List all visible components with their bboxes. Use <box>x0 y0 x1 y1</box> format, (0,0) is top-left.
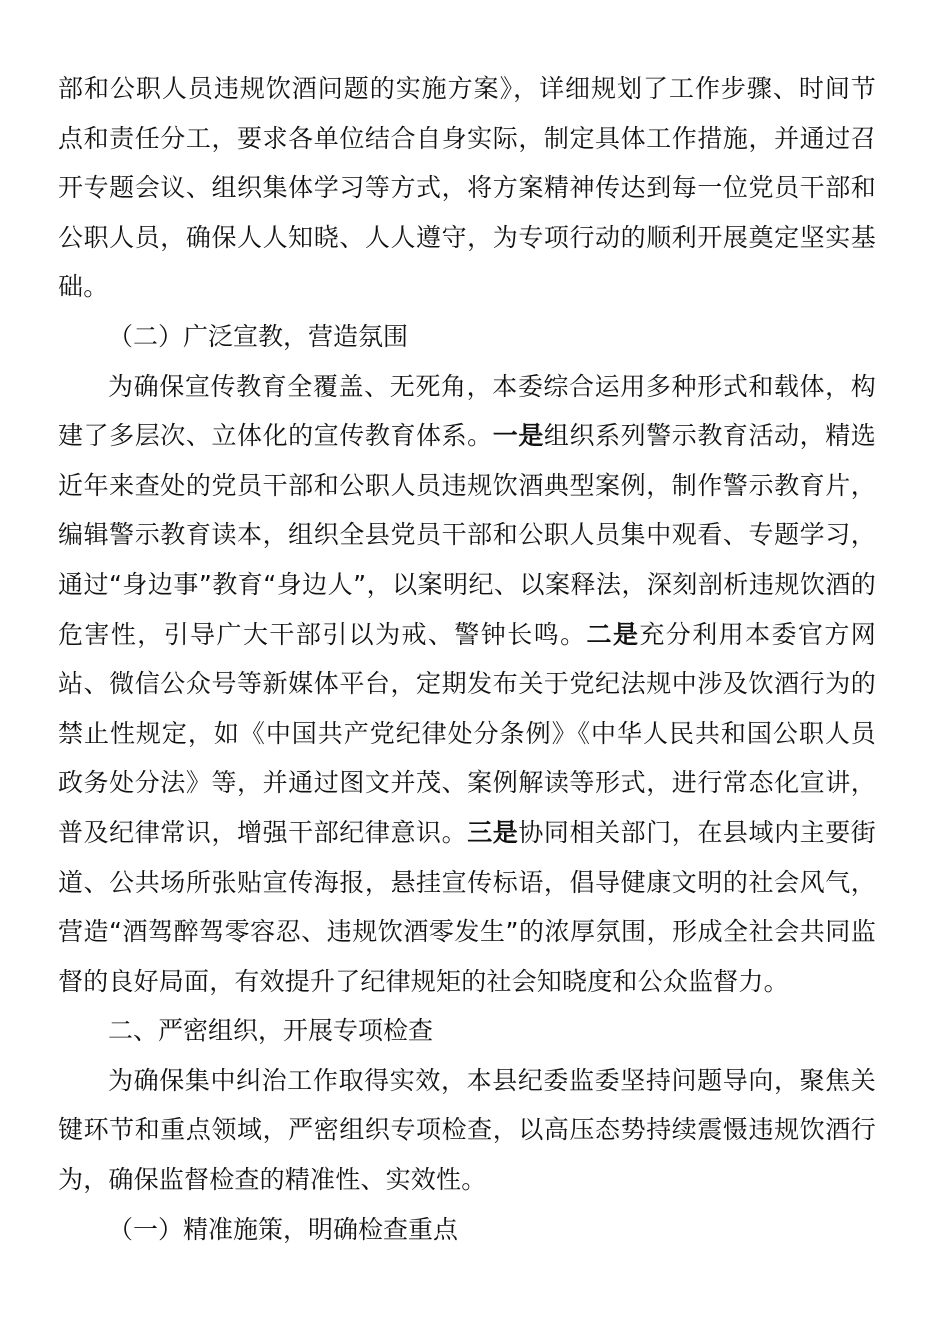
point-one-label: 一是 <box>492 421 544 451</box>
paragraph-inspection: 为确保集中纠治工作取得实效，本县纪委监委坚持问题导向，聚焦关键环节和重点领域，严密组织专项检查，以高压态势持续震慑违规饮酒行为，确保监督检查的精准性、实效性。 <box>58 1065 876 1195</box>
paragraph-publicity <box>58 362 876 1007</box>
paragraph-intro: 为确保宣传教育全覆盖、无死角，本委综合运用多种形式和载体，构建了多层次、立体化的宣传教育体系。 <box>58 371 876 451</box>
point-one-text: 组织系列警示教育活动，精选近年来查处的党员干部和公职人员违规饮酒典型案例，制作警示教育片，编辑警示教育读本，组织全县党员干部和公职人员集中观看、专题学习，通过“身边事”教育“身边人”，以案明纪、以案释法，深刻剖析违规饮酒的危害性，引导广大干部引以为戒、警钟长鸣。 <box>58 421 877 649</box>
chapter-heading-2: 二、严密组织，开展专项检查 <box>108 1016 434 1046</box>
section-heading-1: （一）精准施策，明确检查重点 <box>108 1214 459 1244</box>
section-heading-2: （二）广泛宣教，营造氛围 <box>108 321 409 351</box>
point-two-label: 二是 <box>586 619 640 649</box>
point-two-text: 充分利用本委官方网站、微信公众号等新媒体平台，定期发布关于党纪法规中涉及饮酒行为的禁止性规定，如《中国共产党纪律处分条例》《中华人民共和国公职人员政务处分法》等，并通过图文并茂、案例解读等形式，进行常态化宣讲，普及纪律常识，增强干部纪律意识。 <box>58 619 876 847</box>
point-three-text: 协同相关部门，在县域内主要街道、公共场所张贴宣传海报，悬挂宣传标语，倡导健康文明的社会风气，营造“酒驾醉驾零容忍、违规饮酒零发生”的浓厚氛围，形成全社会共同监督的良好局面，有效提升了纪律规矩的社会知晓度和公众监督力。 <box>58 817 877 996</box>
point-three-label: 三是 <box>467 817 519 847</box>
paragraph-continued: 部和公职人员违规饮酒问题的实施方案》，详细规划了工作步骤、时间节点和责任分工，要求各单位结合自身实际，制定具体工作措施，并通过召开专题会议、组织集体学习等方式，将方案精神传达到每一位党员干部和公职人员，确保人人知晓、人人遵守，为专项行动的顺利开展奠定坚实基础。 <box>58 74 876 302</box>
document-page <box>58 64 876 1254</box>
